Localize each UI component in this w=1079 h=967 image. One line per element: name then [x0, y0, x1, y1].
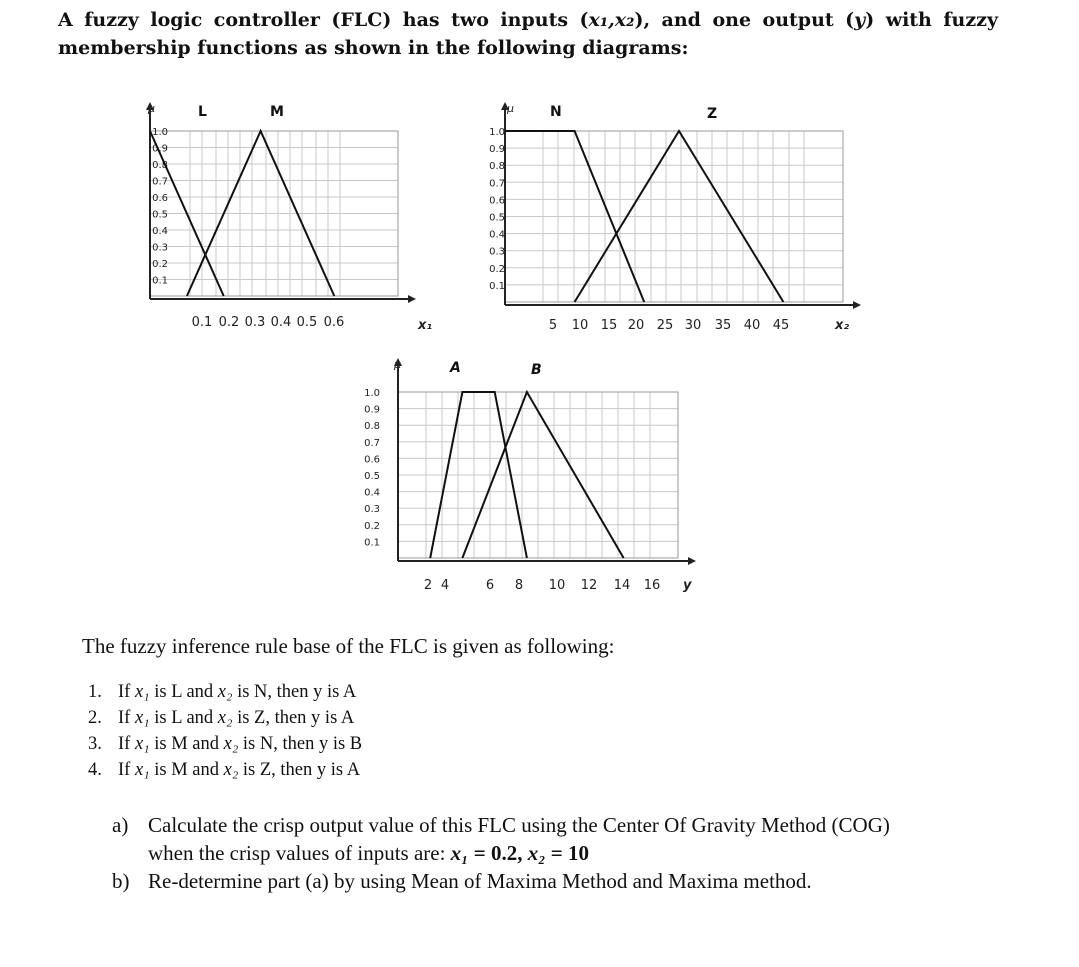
series-label-b: B: [531, 362, 542, 378]
chart-y-membership: [360, 352, 700, 592]
chart-x2-membership: [485, 96, 865, 336]
y-tick-label: 0.7: [364, 437, 380, 449]
y-tick-label: 0.5: [152, 209, 168, 221]
rule-var: x₂: [223, 734, 239, 754]
rule-text: If: [118, 682, 135, 702]
rule-var: x₂: [217, 682, 233, 702]
y-tick-label: 1.0: [489, 127, 505, 138]
y-tick-label: 0.9: [364, 404, 380, 416]
y-axis-label: μ: [148, 102, 155, 115]
x-tick-label: 8: [514, 578, 524, 593]
rule-text: is L and: [149, 682, 218, 702]
y-tick-label: 0.9: [489, 144, 505, 156]
y-tick-label: 0.2: [152, 259, 168, 270]
intro-text-middle: ), and one output (: [634, 9, 855, 31]
question-value: = 10: [545, 841, 590, 865]
x-tick-label: 20: [627, 318, 645, 333]
chart-svg: [140, 96, 433, 336]
question-label: b): [112, 869, 130, 893]
x-tick-label: 2: [423, 578, 433, 593]
rule-var: x₁: [134, 760, 150, 780]
y-tick-label: 0.9: [152, 143, 168, 155]
series-label-l: L: [198, 104, 207, 120]
x-tick-label: 35: [714, 318, 732, 333]
x-tick-label: 14: [613, 578, 631, 593]
chart-svg: [360, 352, 700, 592]
y-tick-label: 0.4: [152, 226, 168, 237]
y-tick-label: 0.1: [489, 280, 505, 292]
x-tick-label: 0.1: [191, 315, 213, 330]
x-axis-label: x₁: [418, 318, 433, 333]
series-label-m: M: [270, 104, 284, 120]
rule-text: is L and: [149, 708, 218, 728]
x-axis-arrow: [853, 301, 861, 309]
x-tick-label: 0.5: [296, 315, 318, 330]
y-tick-label: 1.0: [364, 388, 380, 399]
x-tick-label: 25: [656, 318, 674, 333]
y-tick-label: 0.7: [489, 178, 505, 190]
rules-heading: The fuzzy inference rule base of the FLC is given as following:: [82, 634, 615, 658]
rule-list: [88, 679, 362, 783]
chart-x1-membership: [140, 96, 433, 336]
intro-inputs: x₁,x₂: [588, 9, 635, 31]
rule-text: is N, then y is B: [238, 734, 363, 754]
y-tick-label: 0.8: [489, 161, 505, 173]
y-tick-label: 0.5: [489, 212, 505, 224]
rule-text: If: [118, 734, 135, 754]
rule-var: x₁: [134, 682, 150, 702]
intro-text-before: A fuzzy logic controller (FLC) has two inputs (: [58, 9, 589, 31]
x-tick-label: 0.2: [218, 315, 240, 330]
question-text-line2: [148, 839, 1028, 867]
y-axis-label: μ: [394, 358, 401, 371]
question-text: when the crisp values of inputs are:: [148, 841, 451, 865]
x-tick-label: 45: [772, 318, 790, 333]
x-axis-arrow: [408, 295, 416, 303]
question-a: [112, 811, 1028, 867]
problem-intro: [58, 6, 998, 62]
y-tick-label: 0.1: [152, 275, 168, 287]
series-label-z: Z: [707, 106, 718, 122]
rule-text: If: [118, 760, 135, 780]
rule-text: is N, then y is A: [232, 682, 357, 702]
rule-text: is Z, then y is A: [232, 708, 355, 728]
question-var: x₁: [450, 841, 469, 865]
y-tick-label: 0.2: [364, 520, 380, 532]
y-tick-label: 0.8: [152, 160, 168, 171]
y-tick-label: 1.0: [152, 127, 168, 138]
rule-var: x₁: [134, 708, 150, 728]
x-tick-label: 15: [600, 318, 618, 333]
y-tick-label: 0.8: [364, 421, 380, 433]
rule-var: x₂: [223, 760, 239, 780]
y-tick-label: 0.6: [152, 193, 168, 204]
x-tick-label: 10: [571, 318, 589, 333]
y-tick-label: 0.2: [489, 263, 505, 275]
y-tick-label: 0.4: [489, 229, 505, 241]
x-tick-label: 4: [440, 578, 450, 593]
chart-svg: [485, 96, 865, 336]
y-tick-label: 0.3: [152, 242, 168, 254]
y-tick-label: 0.6: [489, 195, 505, 207]
x-tick-label: 10: [548, 578, 566, 593]
y-tick-label: 0.4: [364, 487, 380, 499]
rule-text: is Z, then y is A: [238, 760, 361, 780]
question-body: [148, 811, 1028, 867]
rule-number: 2.: [88, 708, 102, 728]
rule-var: x₂: [217, 708, 233, 728]
rule-item: [88, 679, 362, 705]
intro-text-after: ) with fuzzy membership functions as shown in the following diagrams:: [58, 9, 998, 59]
x-tick-label: 0.3: [244, 315, 266, 330]
rule-item: [88, 731, 362, 757]
y-tick-label: 0.5: [364, 471, 380, 482]
question-b: [112, 867, 1028, 895]
question-text: Re-determine part (a) by using Mean of Maxima Method and Maxima method.: [148, 869, 812, 893]
rule-number: 1.: [88, 682, 102, 702]
question-label: a): [112, 813, 129, 837]
y-axis-label: μ: [507, 102, 514, 115]
question-text: Calculate the crisp output value of this FLC using the Center Of Gravity Method (COG): [148, 813, 890, 837]
series-label-a: A: [450, 360, 461, 376]
y-tick-label: 0.6: [364, 454, 380, 466]
x-tick-label: 0.6: [323, 315, 345, 330]
x-tick-label: 30: [684, 318, 702, 333]
x-tick-label: 12: [580, 578, 598, 593]
y-tick-label: 0.1: [364, 537, 380, 549]
x-axis-label: x₂: [835, 318, 850, 333]
x-tick-label: 6: [485, 578, 495, 593]
rule-text: is M and: [149, 760, 224, 780]
rule-number: 3.: [88, 734, 102, 754]
rule-text: If: [118, 708, 135, 728]
x-tick-label: 0.4: [270, 315, 292, 330]
y-tick-label: 0.3: [489, 246, 505, 258]
rule-item: [88, 757, 362, 783]
rule-item: [88, 705, 362, 731]
y-tick-label: 0.3: [364, 504, 380, 516]
x-tick-label: 5: [548, 318, 558, 333]
intro-output: y: [854, 9, 866, 31]
rule-text: is M and: [149, 734, 224, 754]
question-list: [112, 811, 1028, 895]
x-axis-arrow: [688, 557, 696, 565]
rule-var: x₁: [134, 734, 150, 754]
question-var: x₂: [527, 841, 546, 865]
rule-number: 4.: [88, 760, 102, 780]
x-axis-label: y: [683, 578, 692, 593]
y-tick-label: 0.7: [152, 176, 168, 188]
x-tick-label: 16: [643, 578, 661, 593]
x-tick-label: 40: [743, 318, 761, 333]
question-value: = 0.2,: [468, 841, 523, 865]
series-label-n: N: [550, 104, 562, 120]
